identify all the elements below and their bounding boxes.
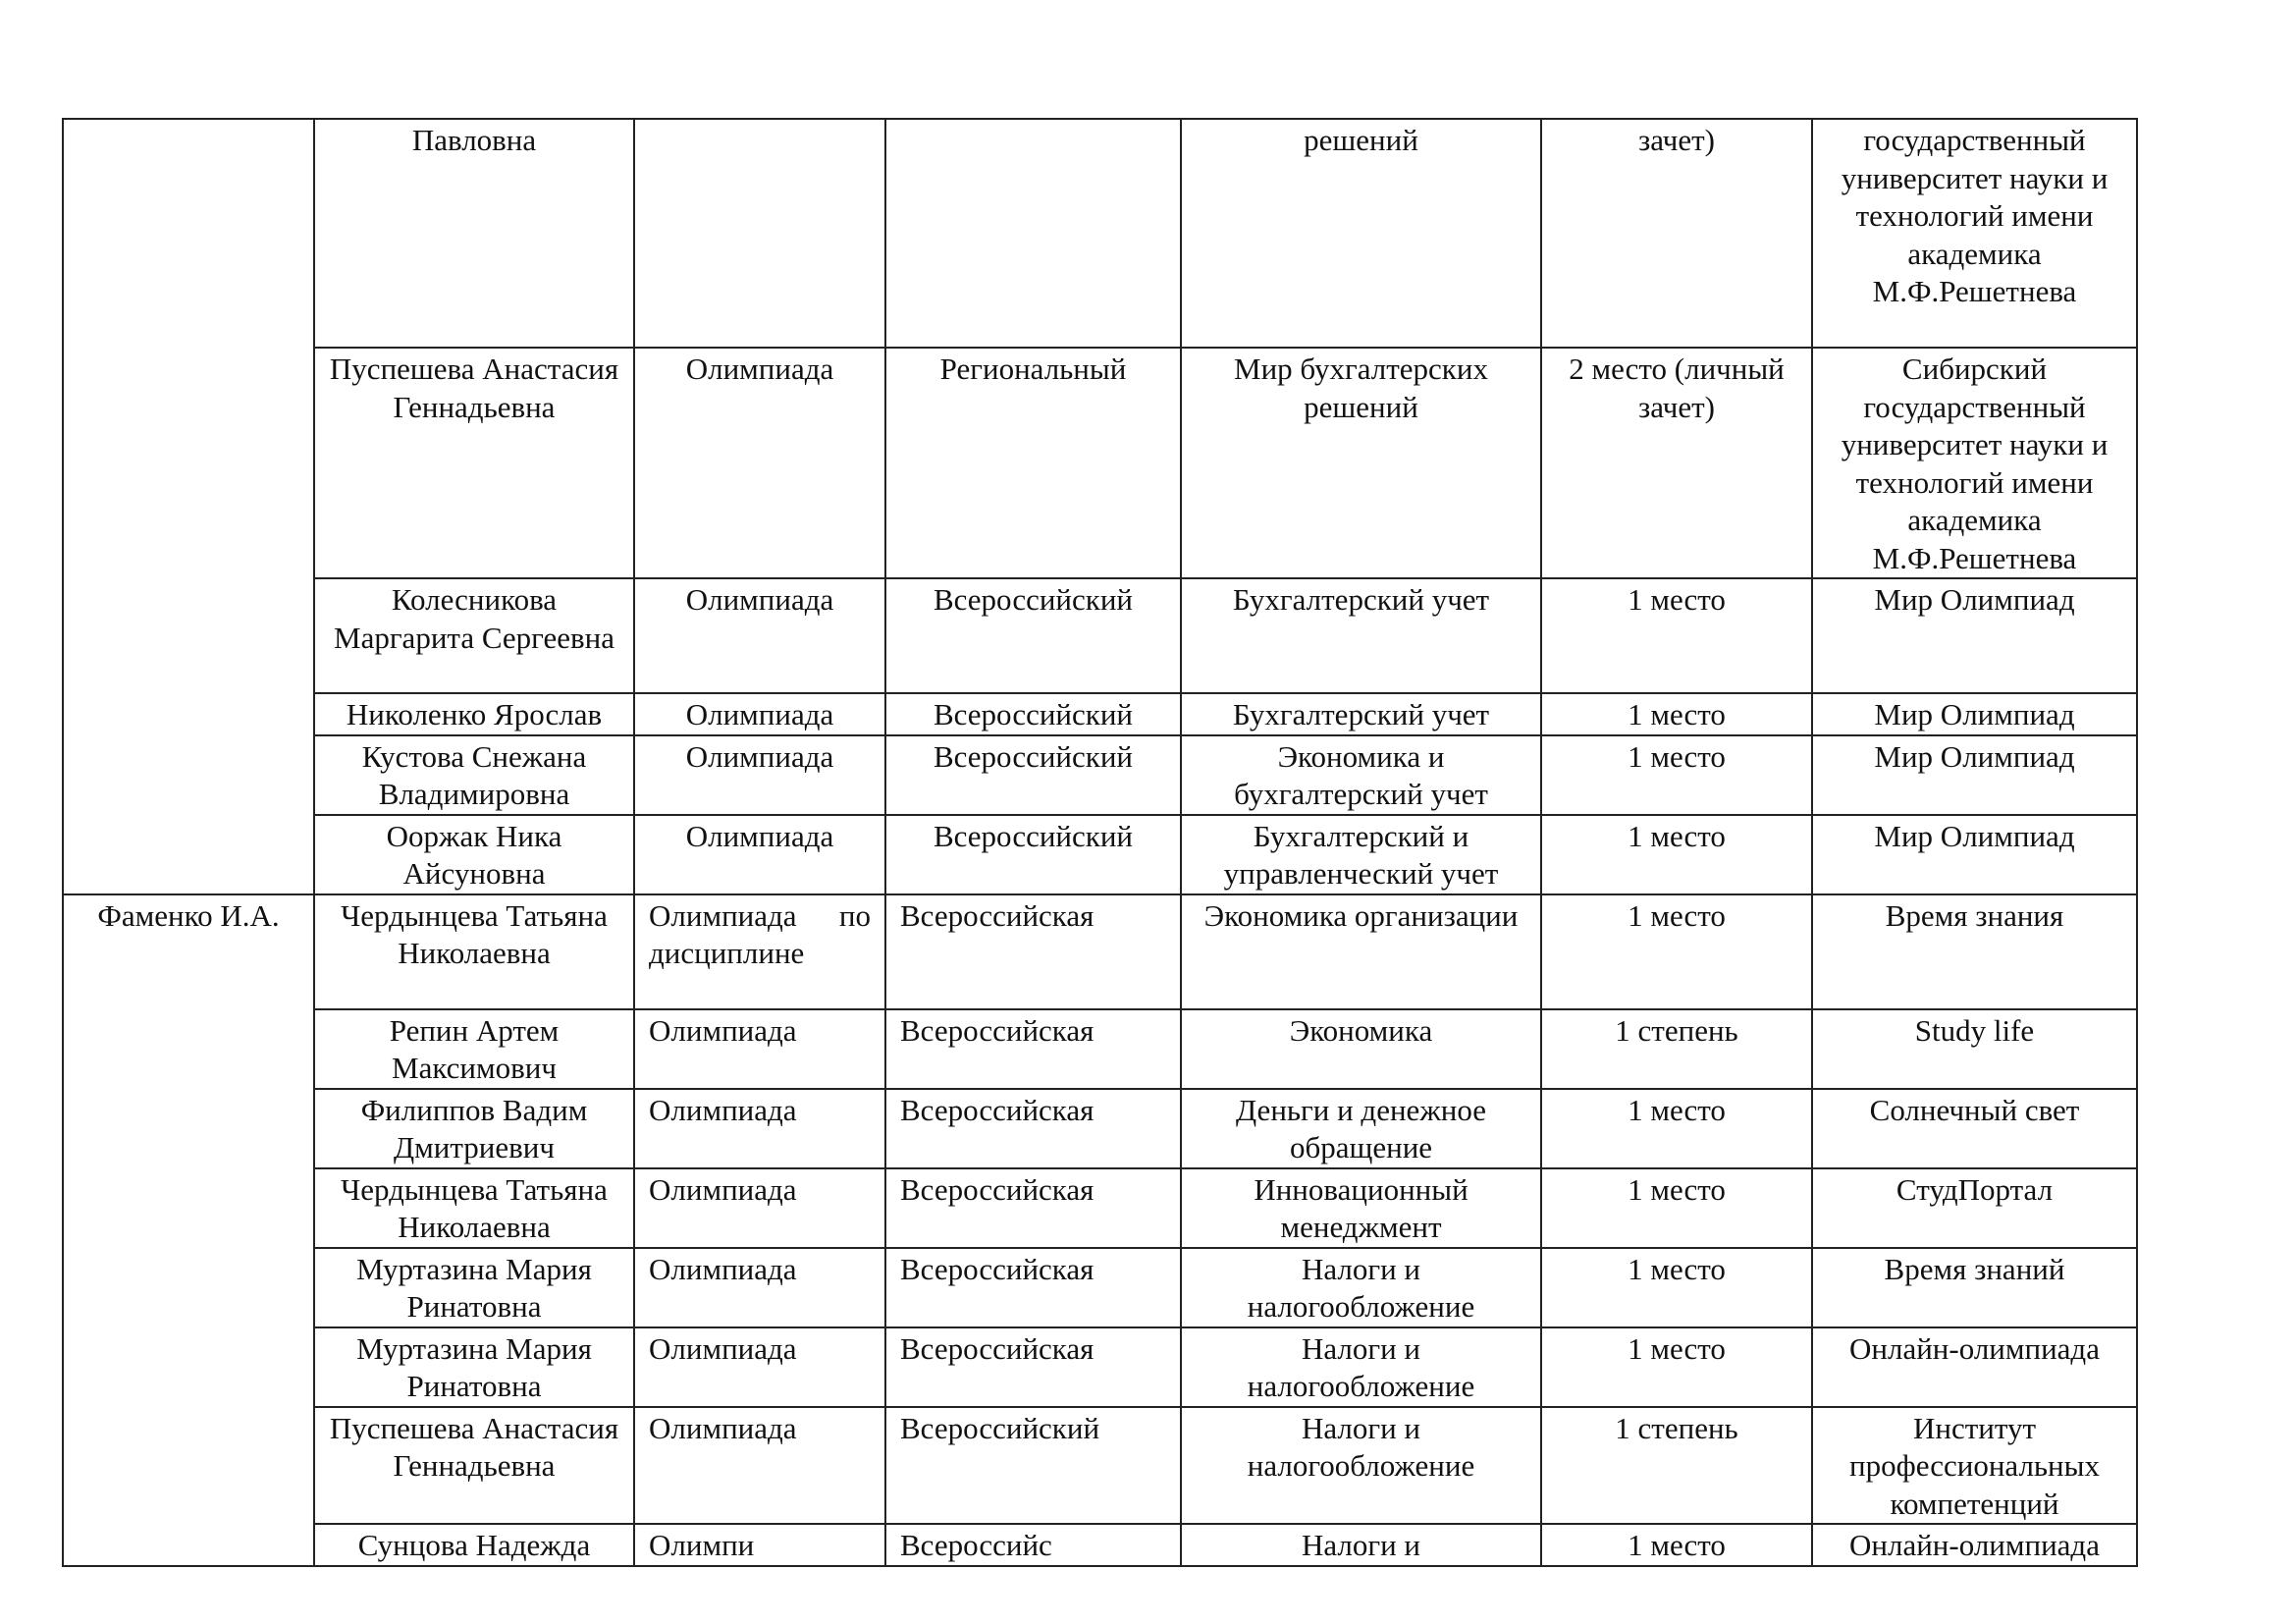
level-cell: Всероссийская	[885, 1327, 1181, 1407]
organizer-cell: Мир Олимпиад	[1812, 578, 2137, 693]
level-cell: Всероссийский	[885, 578, 1181, 693]
type-cell: Олимпиада	[634, 1327, 885, 1407]
table-row	[63, 1327, 2137, 1407]
type-cell: Олимпи	[634, 1524, 885, 1566]
topic-cell: Бухгалтерский учет	[1181, 693, 1541, 735]
type-cell: Олимпиада	[634, 1089, 885, 1168]
topic-cell: Инновационный менеджмент	[1181, 1168, 1541, 1248]
organizer-cell: Время знания	[1812, 894, 2137, 1009]
organizer-cell: Study life	[1812, 1009, 2137, 1089]
type-cell: Олимпиада	[634, 1168, 885, 1248]
student-cell: Пуспешева Анастасия Геннадьевна	[314, 348, 634, 578]
table-row	[63, 1089, 2137, 1168]
result-cell: 1 место	[1541, 1089, 1812, 1168]
results-table	[62, 118, 2138, 1567]
type-cell	[634, 119, 885, 348]
student-cell: Муртазина Мария Ринатовна	[314, 1248, 634, 1327]
result-cell: 1 место	[1541, 1327, 1812, 1407]
result-cell: 1 место	[1541, 578, 1812, 693]
level-cell: Всероссийская	[885, 1089, 1181, 1168]
student-cell: Филиппов Вадим Дмитриевич	[314, 1089, 634, 1168]
result-cell: 1 место	[1541, 894, 1812, 1009]
student-cell: Ооржак Ника Айсуновна	[314, 815, 634, 894]
table-row	[63, 894, 2137, 1009]
table-row	[63, 735, 2137, 815]
organizer-cell: Время знаний	[1812, 1248, 2137, 1327]
topic-cell: Налоги и налогообложение	[1181, 1407, 1541, 1525]
student-cell: Пуспешева Анастасия Геннадьевна	[314, 1407, 634, 1525]
organizer-cell: Мир Олимпиад	[1812, 693, 2137, 735]
level-cell: Всероссийский	[885, 815, 1181, 894]
level-cell: Всероссийская	[885, 1248, 1181, 1327]
type-cell: Олимпиада	[634, 693, 885, 735]
organizer-cell: Институт профессиональных компетенций	[1812, 1407, 2137, 1525]
type-cell: Олимпиада	[634, 1009, 885, 1089]
level-cell: Всероссийская	[885, 1009, 1181, 1089]
result-cell: 1 место	[1541, 735, 1812, 815]
student-cell: Колесникова Маргарита Сергеевна	[314, 578, 634, 693]
level-cell: Всероссийский	[885, 693, 1181, 735]
topic-cell: Экономика и бухгалтерский учет	[1181, 735, 1541, 815]
student-cell: Сунцова Надежда	[314, 1524, 634, 1566]
student-cell: Павловна	[314, 119, 634, 348]
table-row	[63, 1009, 2137, 1089]
organizer-cell: Онлайн-олимпиада	[1812, 1524, 2137, 1566]
teacher-cell	[63, 119, 314, 894]
student-cell: Муртазина Мария Ринатовна	[314, 1327, 634, 1407]
table-row	[63, 815, 2137, 894]
student-cell: Репин Артем Максимович	[314, 1009, 634, 1089]
level-cell: Всероссийский	[885, 1407, 1181, 1525]
level-cell	[885, 119, 1181, 348]
level-cell: Всероссийс	[885, 1524, 1181, 1566]
table-row	[63, 348, 2137, 578]
table-row	[63, 1168, 2137, 1248]
table-row	[63, 578, 2137, 693]
result-cell: 1 степень	[1541, 1407, 1812, 1525]
type-cell: Олимпиада	[634, 1248, 885, 1327]
result-cell: 1 место	[1541, 1524, 1812, 1566]
topic-cell: решений	[1181, 119, 1541, 348]
topic-cell: Налоги и налогообложение	[1181, 1248, 1541, 1327]
table-row	[63, 1248, 2137, 1327]
level-cell: Всероссийский	[885, 735, 1181, 815]
result-cell: 1 место	[1541, 693, 1812, 735]
level-cell: Всероссийская	[885, 894, 1181, 1009]
type-cell: Олимпиада	[634, 348, 885, 578]
organizer-cell: Онлайн-олимпиада	[1812, 1327, 2137, 1407]
student-cell: Чердынцева Татьяна Николаевна	[314, 894, 634, 1009]
result-cell: зачет)	[1541, 119, 1812, 348]
result-cell: 1 степень	[1541, 1009, 1812, 1089]
organizer-cell: Мир Олимпиад	[1812, 735, 2137, 815]
topic-cell: Бухгалтерский и управленческий учет	[1181, 815, 1541, 894]
topic-cell: Налоги и налогообложение	[1181, 1327, 1541, 1407]
student-cell: Николенко Ярослав	[314, 693, 634, 735]
table-row	[63, 1407, 2137, 1525]
level-cell: Всероссийская	[885, 1168, 1181, 1248]
teacher-cell: Фаменко И.А.	[63, 894, 314, 1566]
topic-cell: Бухгалтерский учет	[1181, 578, 1541, 693]
organizer-cell: Солнечный свет	[1812, 1089, 2137, 1168]
type-cell: Олимпиада	[634, 735, 885, 815]
result-cell: 1 место	[1541, 1248, 1812, 1327]
result-cell: 2 место (личный зачет)	[1541, 348, 1812, 578]
organizer-cell: государственный университет науки и технологий имени академика М.Ф.Решетнева	[1812, 119, 2137, 348]
organizer-cell: Сибирский государственный университет науки и технологий имени академика М.Ф.Решетнева	[1812, 348, 2137, 578]
student-cell: Кустова Снежана Владимировна	[314, 735, 634, 815]
type-cell: Олимпиада по дисциплине	[634, 894, 885, 1009]
table-row	[63, 119, 2137, 348]
organizer-cell: Мир Олимпиад	[1812, 815, 2137, 894]
type-cell: Олимпиада	[634, 1407, 885, 1525]
result-cell: 1 место	[1541, 815, 1812, 894]
table-row	[63, 693, 2137, 735]
topic-cell: Деньги и денежное обращение	[1181, 1089, 1541, 1168]
type-cell: Олимпиада	[634, 815, 885, 894]
topic-cell: Налоги и	[1181, 1524, 1541, 1566]
result-cell: 1 место	[1541, 1168, 1812, 1248]
topic-cell: Экономика организации	[1181, 894, 1541, 1009]
type-cell: Олимпиада	[634, 578, 885, 693]
level-cell: Региональный	[885, 348, 1181, 578]
table-row	[63, 1524, 2137, 1566]
topic-cell: Мир бухгалтерских решений	[1181, 348, 1541, 578]
student-cell: Чердынцева Татьяна Николаевна	[314, 1168, 634, 1248]
topic-cell: Экономика	[1181, 1009, 1541, 1089]
organizer-cell: СтудПортал	[1812, 1168, 2137, 1248]
